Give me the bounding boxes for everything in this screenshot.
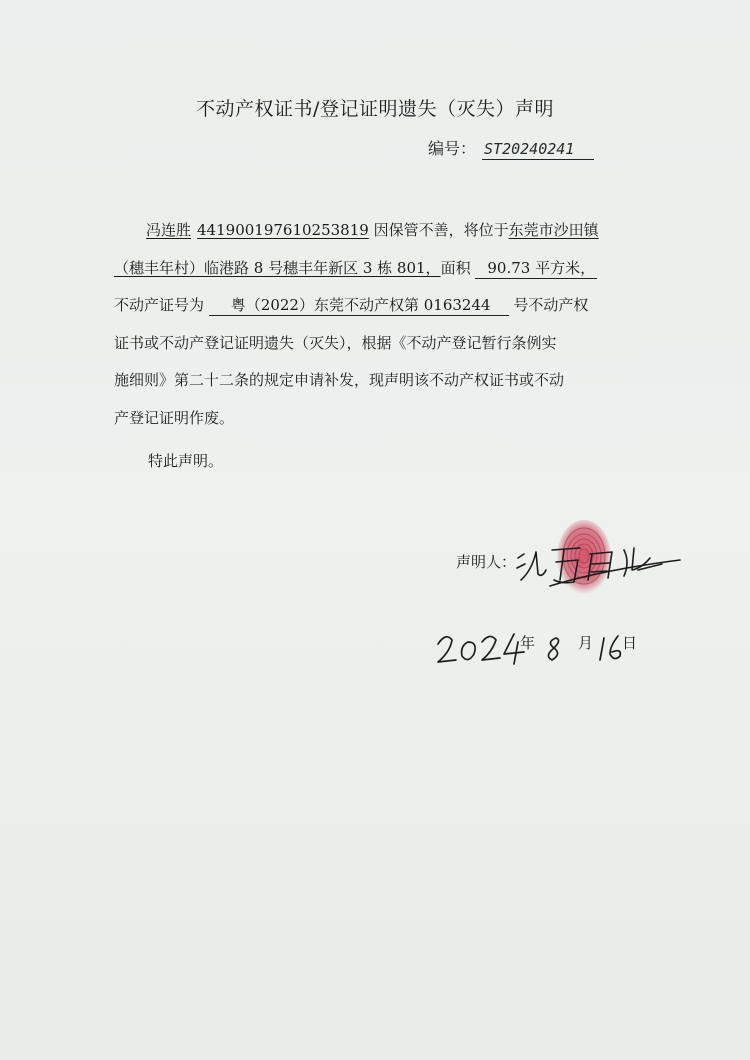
signature-date: [430, 620, 660, 670]
statement-line-6: 产登记证明作废。: [114, 408, 235, 427]
certificate-number: 粤（2022）东莞不动产权第 0163244: [209, 295, 509, 316]
statement-line-5: 施细则》第二十二条的规定申请补发，现声明该不动产权证书或不动: [114, 371, 565, 389]
statement-line-1: [114, 212, 654, 250]
property-area: 90.73 平方米，: [475, 258, 597, 279]
closing-text: 特此声明。: [148, 452, 224, 470]
statement-body: [114, 212, 654, 437]
property-location-2: （穗丰年村）临港路 8 号穗丰年新区 3 栋 801，: [114, 258, 441, 277]
statement-line-3: [114, 287, 654, 325]
year-unit: 年: [520, 634, 536, 652]
document-title: 不动产权证书/登记证明遗失（灭失）声明: [196, 98, 554, 120]
property-location-1: 东莞市沙田镇: [508, 221, 599, 239]
cert-label: 不动产证号为: [114, 296, 205, 314]
statement-line-2: [114, 250, 654, 288]
statement-line-4: 证书或不动产登记证明遗失（灭失），根据《不动产登记暂行条例实: [114, 333, 557, 352]
serial-number: [428, 136, 594, 160]
owner-name: 冯连胜: [146, 221, 192, 239]
area-label: 面积: [440, 258, 471, 277]
serial-value: ST20240241: [482, 140, 594, 160]
declarant-label: 声明人：: [456, 553, 517, 571]
month-unit: 月: [578, 634, 594, 652]
handwritten-signature: [512, 540, 682, 590]
day-unit: 日: [622, 634, 638, 652]
reason-text: 因保管不善，将位于: [373, 221, 509, 239]
serial-label: 编号：: [428, 139, 477, 158]
owner-id-number: 441900197610253819: [197, 221, 369, 239]
cert-suffix: 号不动产权: [513, 296, 589, 314]
